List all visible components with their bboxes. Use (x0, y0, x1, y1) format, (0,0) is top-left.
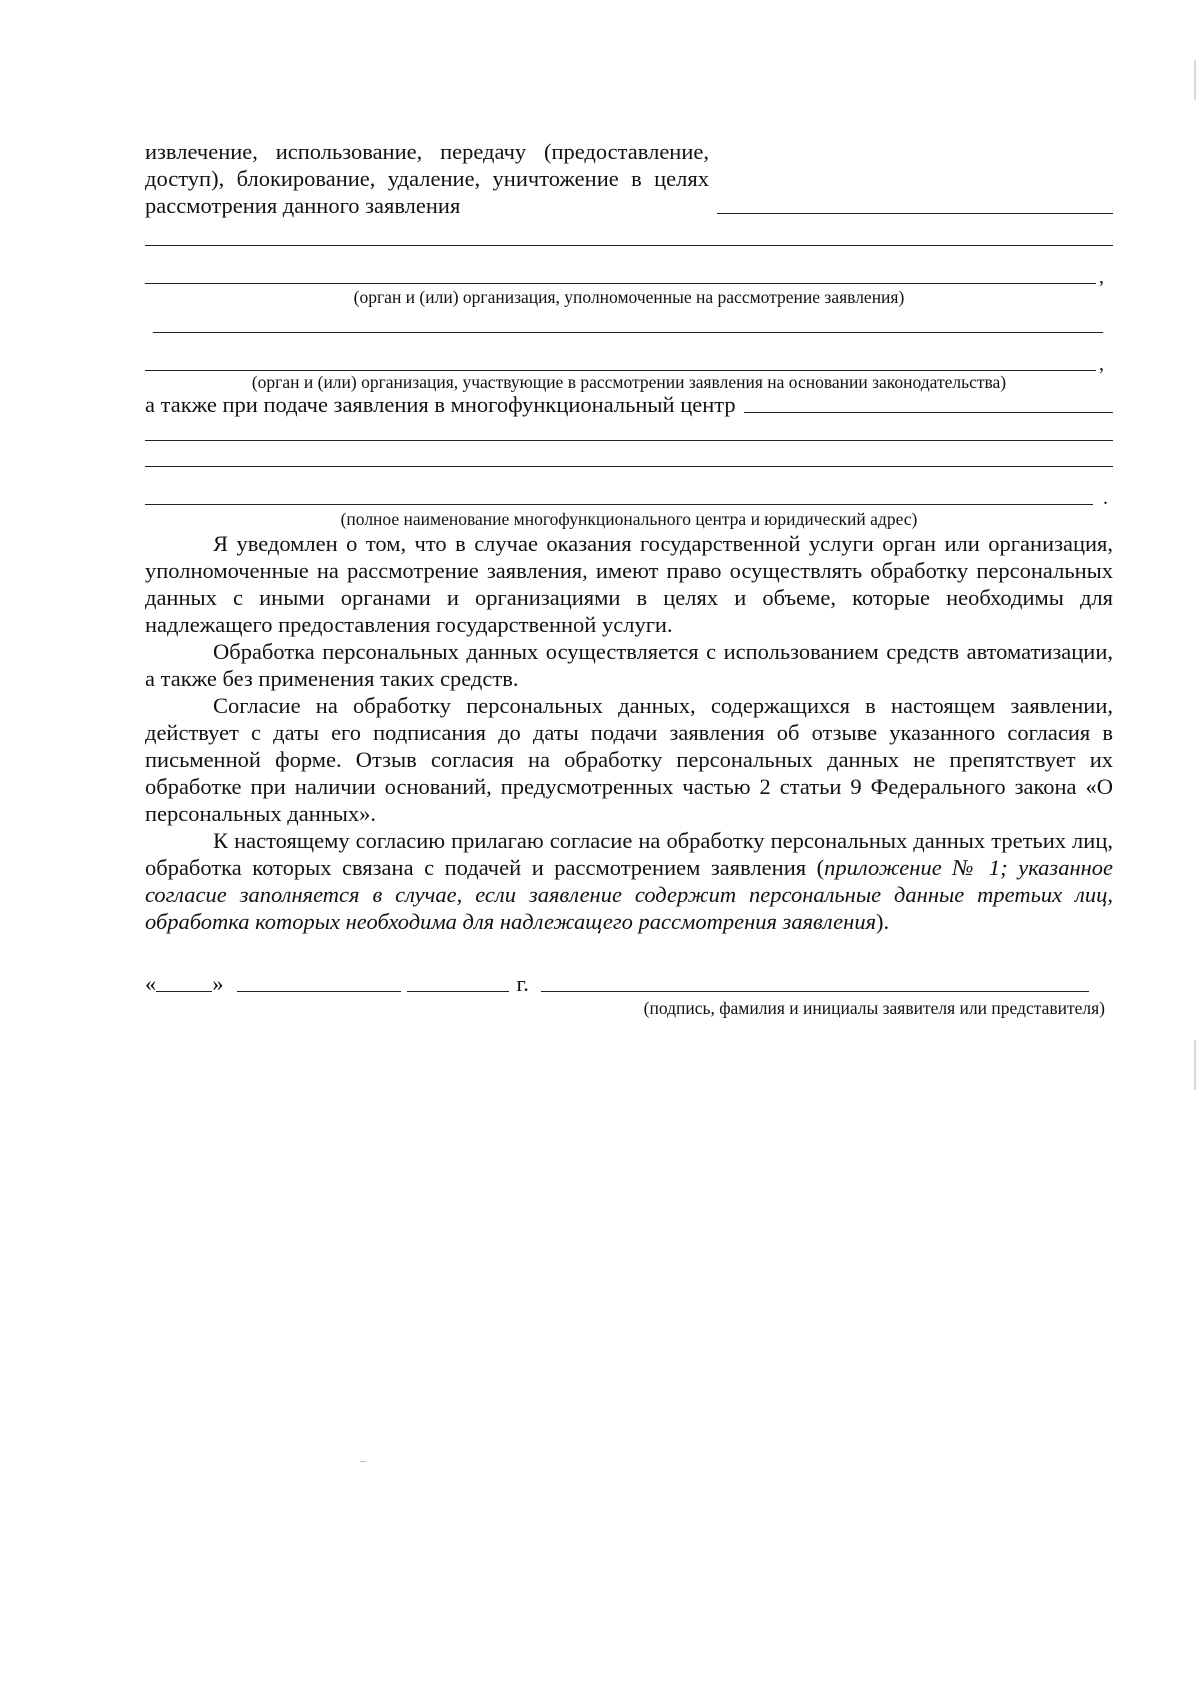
participating-body-line-2-row (145, 353, 1113, 375)
date-open-quote: « (145, 971, 157, 996)
comma-mark: , (1099, 353, 1104, 375)
mfc-row (145, 391, 1113, 418)
paragraph-third-parties (145, 827, 1113, 935)
caption-mfc: (полное наименование многофункционального центра и юридический адрес) (340, 509, 918, 529)
scan-edge-mark (1194, 60, 1196, 100)
purpose-blank-line[interactable] (717, 213, 1113, 214)
third-parties-end: ). (876, 909, 890, 934)
caption-authorized-body: (орган и (или) организация, уполномоченные на рассмотрение заявления) (353, 287, 905, 307)
intro-block (145, 138, 1113, 219)
mfc-blank-line[interactable] (744, 412, 1113, 413)
third-parties-text: К настоящему согласию прилагаю согласие на обработку персональных данных третьих лиц, обработка которых связана с подачей и рассмотрением заявления ( (145, 828, 1113, 880)
signature-caption: (подпись, фамилия и инициалы заявителя или представителя) (643, 998, 1105, 1018)
month-blank[interactable] (237, 991, 401, 992)
authorized-body-line-2-row (145, 266, 1113, 288)
intro-line-text: извлечение, использование, передачу (предоставление, доступ), блокирование, удаление, уничтожение в целях рассмотрения данного заявления (145, 139, 709, 218)
mfc-line-3[interactable] (145, 504, 1093, 505)
document-body (145, 138, 1113, 1018)
paragraph-processing: Обработка персональных данных осуществляется с использованием средств автоматизации, а также без применения таких средств. (145, 639, 1113, 691)
period-mark: . (1103, 487, 1108, 509)
scan-speck (360, 1461, 366, 1462)
year-mark: г. (516, 971, 529, 996)
year-blank[interactable] (407, 991, 509, 992)
signature-row (145, 970, 1113, 997)
paragraph-consent: Согласие на обработку персональных данных, содержащихся в настоящем заявлении, действует с даты его подписания до даты подачи заявления об отзыве указанного согласия в письменной форме. Отзыв согласия на обработку персональных данных не препятствует их обработке при наличии оснований, предусмотренных частью 2 статьи 9 Федерального закона «О персональных данных». (145, 693, 1113, 826)
mfc-line-2[interactable] (145, 466, 1113, 467)
day-blank[interactable] (156, 991, 212, 992)
participating-body-line-1[interactable] (153, 332, 1103, 333)
authorized-body-line-2[interactable] (145, 283, 1096, 284)
date-close-quote: » (212, 971, 224, 996)
scan-edge-mark (1194, 1040, 1196, 1090)
caption-participating-body: (орган и (или) организация, участвующие в рассмотрении заявления на основании законодательства) (251, 372, 1007, 392)
signature-blank[interactable] (541, 991, 1089, 992)
comma-mark: , (1099, 266, 1104, 288)
authorized-body-line-1[interactable] (145, 245, 1113, 246)
mfc-line-3-row (145, 487, 1113, 509)
paragraph-notified: Я уведомлен о том, что в случае оказания государственной услуги орган или организация, уполномоченные на рассмотрение заявления, имеют право осуществлять обработку персональных данных с иными органами и организациями в целях и объеме, которые необходимы для надлежащего предоставления государственной услуги. (145, 531, 1113, 637)
intro-text (145, 138, 1113, 219)
mfc-line-text: а также при подаче заявления в многофункциональный центр (145, 392, 736, 417)
mfc-line-1[interactable] (145, 440, 1113, 441)
third-parties-note: приложение № 1; указанное согласие заполняется в случае, если заявление содержит персональные данные третьих лиц, обработка которых необходима для надлежащего рассмотрения заявления (145, 855, 1113, 934)
participating-body-line-2[interactable] (145, 370, 1096, 371)
